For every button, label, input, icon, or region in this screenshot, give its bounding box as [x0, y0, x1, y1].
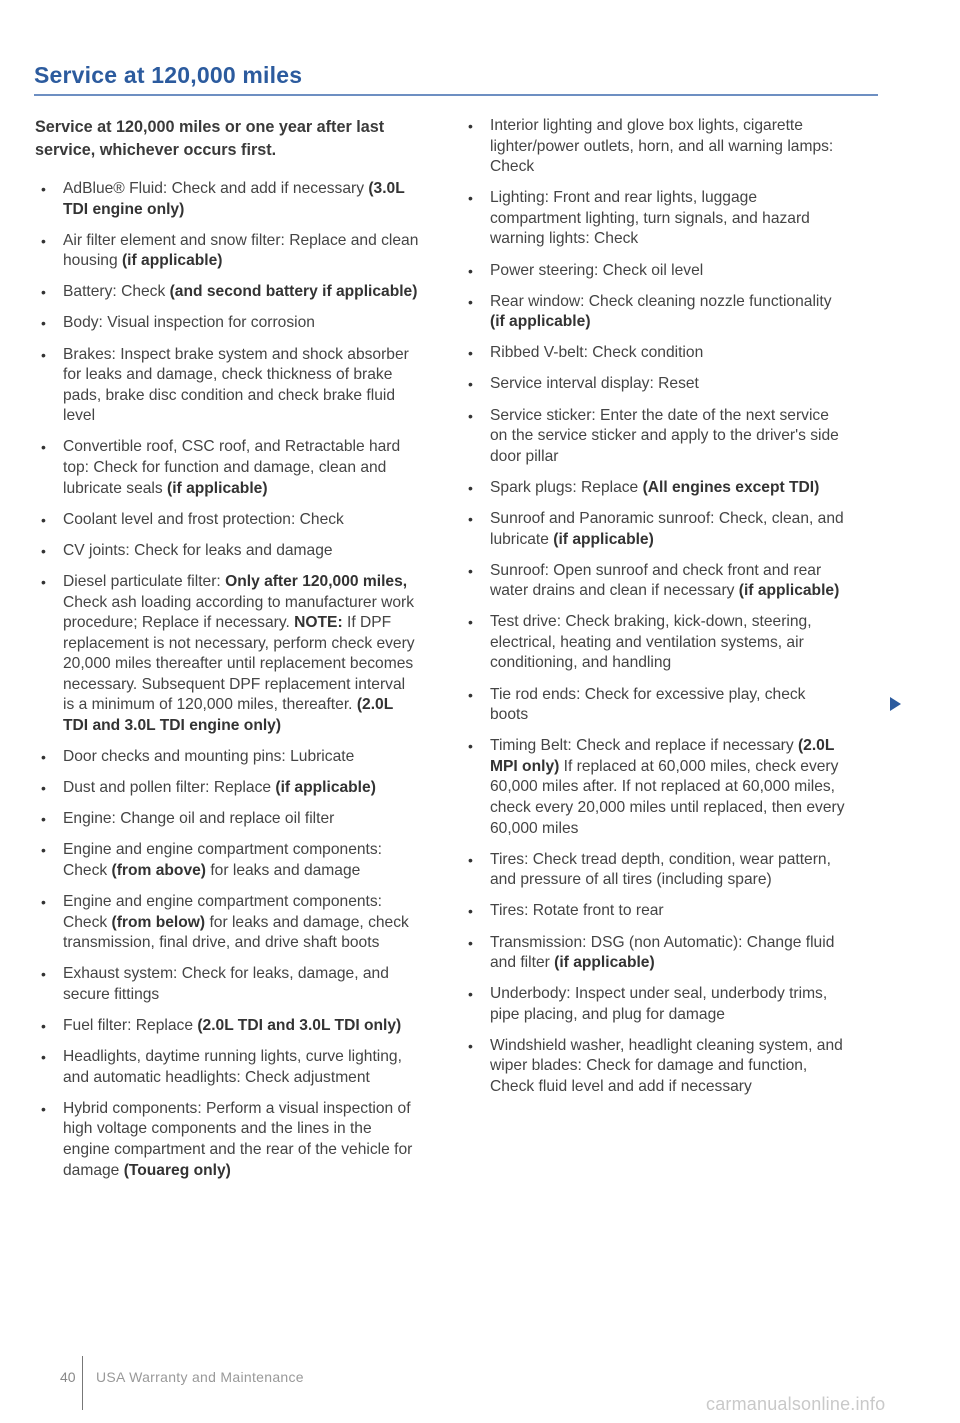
item-emphasis: NOTE:: [294, 614, 343, 632]
item-text: Spark plugs: Replace: [490, 478, 643, 496]
page-number: 40: [60, 1369, 76, 1385]
bullet-icon: •: [41, 315, 46, 332]
item-text: Lighting: Front and rear lights, luggage compartment lighting, turn signals, and hazard warning lights: Check: [490, 189, 810, 248]
bullet-icon: •: [468, 376, 473, 393]
service-item: [462, 736, 847, 839]
service-item: [35, 1016, 420, 1037]
intro-text: Service at 120,000 miles or one year after last service, whichever occurs first.: [35, 118, 385, 159]
item-text: Coolant level and frost protection: Check: [63, 510, 344, 528]
service-item: [462, 561, 847, 602]
service-item: [35, 809, 420, 830]
item-text: Fuel filter: Replace: [63, 1017, 198, 1035]
item-text: Test drive: Check braking, kick-down, steering, electrical, heating and ventilation systems, air conditioning, and handling: [490, 613, 812, 672]
item-emphasis: (from above): [111, 862, 206, 880]
item-text: Underbody: Inspect under seal, underbody trims, pipe placing, and plug for damage: [490, 985, 828, 1023]
service-item: [35, 231, 420, 272]
bullet-icon: •: [41, 346, 46, 363]
service-item: [35, 1047, 420, 1088]
bullet-icon: •: [468, 293, 473, 310]
item-text: Engine: Change oil and replace oil filter: [63, 810, 335, 828]
service-item: [462, 933, 847, 974]
service-item: [35, 437, 420, 499]
service-item: [462, 984, 847, 1025]
bullet-icon: •: [41, 1100, 46, 1117]
bullet-icon: •: [41, 542, 46, 559]
left-column: [35, 116, 420, 1192]
service-item: [35, 282, 420, 303]
bullet-icon: •: [41, 749, 46, 766]
item-emphasis: (if applicable): [554, 954, 655, 972]
item-text: Ribbed V-belt: Check condition: [490, 344, 704, 362]
bullet-icon: •: [41, 232, 46, 249]
item-text: Headlights, daytime running lights, curve lighting, and automatic headlights: Check adjustment: [63, 1048, 402, 1086]
service-item: [35, 541, 420, 562]
service-item: [35, 964, 420, 1005]
item-text: Service interval display: Reset: [490, 375, 699, 393]
bullet-icon: •: [468, 479, 473, 496]
item-text: for leaks and damage, check transmission, final drive, and drive shaft boots: [63, 913, 409, 952]
item-text: Check ash loading according to manufacturer work procedure; Replace if necessary.: [63, 593, 415, 632]
item-text: Timing Belt: Check and replace if necessary: [490, 737, 798, 755]
item-text: If replaced at 60,000 miles, check every 60,000 miles after. If not replaced at 60,000 miles, check every 20,000 miles until replaced, then every 60,000 miles: [490, 757, 845, 837]
item-text: Tie rod ends: Check for excessive play, check boots: [490, 685, 806, 724]
item-text: Hybrid components: Perform a visual inspection of high voltage components and the lines in the engine compartment and the rear of the vehicle for damage: [63, 1099, 413, 1179]
service-item: [35, 840, 420, 881]
watermark: carmanualsonline.info: [706, 1394, 886, 1414]
service-item: [35, 892, 420, 954]
bullet-icon: •: [41, 811, 46, 828]
service-item: [462, 850, 847, 891]
service-item: [462, 261, 847, 282]
item-emphasis: (2.0L TDI and 3.0L TDI engine only): [63, 696, 393, 735]
item-emphasis: (if applicable): [738, 582, 840, 600]
bullet-icon: •: [468, 562, 473, 579]
bullet-icon: •: [41, 573, 46, 590]
service-item: [462, 406, 847, 468]
bullet-icon: •: [468, 986, 473, 1003]
service-item: [462, 478, 847, 499]
right-service-list: [462, 116, 847, 1098]
item-emphasis: (if applicable): [490, 313, 591, 331]
item-text: Brakes: Inspect brake system and shock absorber for leaks and damage, check thickness of brake pads, brake disc condition and check brake fluid level: [63, 345, 409, 425]
service-item: [462, 116, 847, 178]
footer-text: USA Warranty and Maintenance: [96, 1369, 304, 1385]
item-text: Door checks and mounting pins: Lubricate: [63, 748, 355, 766]
service-item: [35, 778, 420, 799]
item-emphasis: (if applicable): [121, 252, 223, 270]
item-text: Diesel particulate filter:: [63, 572, 226, 590]
service-item: [462, 343, 847, 364]
bullet-icon: •: [468, 262, 473, 279]
bullet-icon: •: [468, 1037, 473, 1054]
bullet-icon: •: [468, 738, 473, 755]
service-item: [462, 374, 847, 395]
item-text: Power steering: Check oil level: [490, 261, 704, 279]
item-text: Interior lighting and glove box lights, cigarette lighter/power outlets, horn, and all warning lamps: Check: [490, 117, 834, 176]
item-text: Battery: Check: [63, 283, 170, 301]
bullet-icon: •: [41, 842, 46, 859]
bullet-icon: •: [41, 1018, 46, 1035]
item-text: Air filter element and snow filter: Replace and clean housing: [63, 231, 419, 270]
bullet-icon: •: [41, 894, 46, 911]
bullet-icon: •: [41, 780, 46, 797]
service-item: [462, 292, 847, 333]
service-item: [462, 1036, 847, 1098]
bullet-icon: •: [468, 510, 473, 527]
bullet-icon: •: [468, 407, 473, 424]
item-text: Exhaust system: Check for leaks, damage, and secure fittings: [63, 965, 389, 1003]
item-emphasis: (2.0L MPI only): [490, 737, 835, 775]
service-item: [35, 179, 420, 220]
item-text: Windshield washer, headlight cleaning system, and wiper blades: Check for damage and function, Check fluid level and add if necessary: [490, 1036, 843, 1096]
item-emphasis: (2.0L TDI and 3.0L TDI only): [197, 1017, 402, 1035]
right-column: [462, 116, 847, 1108]
service-item: [35, 747, 420, 768]
item-emphasis: (if applicable): [553, 530, 654, 548]
bullet-icon: •: [468, 345, 473, 362]
bullet-icon: •: [468, 118, 473, 134]
item-emphasis: (if applicable): [275, 779, 376, 797]
item-emphasis: (and second battery if applicable): [169, 283, 418, 301]
bullet-icon: •: [41, 511, 46, 528]
bullet-icon: •: [468, 686, 473, 703]
item-text: CV joints: Check for leaks and damage: [63, 541, 333, 559]
item-text: Transmission: DSG (non Automatic): Change fluid and filter: [490, 933, 835, 972]
service-item: [35, 510, 420, 531]
service-item: [35, 1099, 420, 1181]
item-text: Engine and engine compartment components: Check: [63, 893, 383, 931]
item-text: Service sticker: Enter the date of the next service on the service sticker and apply to the driver's side door pillar: [490, 406, 839, 465]
service-item: [35, 572, 420, 737]
bullet-icon: •: [41, 966, 46, 983]
item-emphasis: (Touareg only): [123, 1161, 231, 1179]
item-text: Engine and engine compartment components: Check: [63, 841, 383, 880]
item-text: Sunroof: Open sunroof and check front and rear water drains and clean if necessary: [490, 561, 822, 600]
item-emphasis: (All engines except TDI): [642, 478, 820, 496]
service-item: [462, 901, 847, 922]
left-service-list: [35, 179, 420, 1181]
service-item: [462, 188, 847, 250]
item-text: Sunroof and Panoramic sunroof: Check, clean, and lubricate: [490, 509, 844, 548]
item-text: Rear window: Check cleaning nozzle functionality: [490, 292, 832, 310]
service-item: [35, 345, 420, 427]
service-item: [462, 612, 847, 674]
footer-divider: [82, 1356, 83, 1410]
item-text: AdBlue® Fluid: Check and add if necessary: [63, 180, 369, 197]
bullet-icon: •: [41, 1049, 46, 1066]
service-item: [35, 313, 420, 334]
bullet-icon: •: [468, 903, 473, 920]
continue-arrow-icon: [890, 697, 901, 711]
item-text: Dust and pollen filter: Replace: [63, 779, 276, 797]
item-text: If DPF replacement is not necessary, perform check every 20,000 miles thereafter until replacement becomes necessary. Subsequent DPF replacement interval is a minimum of 120,000 miles, thereafter.: [63, 614, 415, 714]
bullet-icon: •: [468, 614, 473, 631]
item-text: Tires: Rotate front to rear: [490, 902, 664, 920]
item-emphasis: Only after 120,000 miles,: [225, 572, 408, 590]
item-text: Convertible roof, CSC roof, and Retractable hard top: Check for function and damage, clean and lubricate seals: [63, 438, 401, 497]
item-text: Tires: Check tread depth, condition, wear pattern, and pressure of all tires (including spare): [490, 850, 831, 889]
bullet-icon: •: [468, 934, 473, 951]
bullet-icon: •: [41, 439, 46, 456]
item-emphasis: (3.0L TDI engine only): [63, 180, 405, 218]
bullet-icon: •: [41, 284, 46, 301]
service-item: [462, 509, 847, 550]
service-item: [462, 685, 847, 726]
item-text: Body: Visual inspection for corrosion: [63, 314, 315, 332]
item-emphasis: (from below): [111, 913, 206, 931]
bullet-icon: •: [41, 181, 46, 197]
bullet-icon: •: [468, 851, 473, 868]
item-text: for leaks and damage: [206, 862, 361, 880]
page-title: Service at 120,000 miles: [34, 62, 303, 88]
bullet-icon: •: [468, 190, 473, 207]
item-emphasis: (if applicable): [167, 479, 268, 497]
title-rule: [34, 94, 878, 96]
